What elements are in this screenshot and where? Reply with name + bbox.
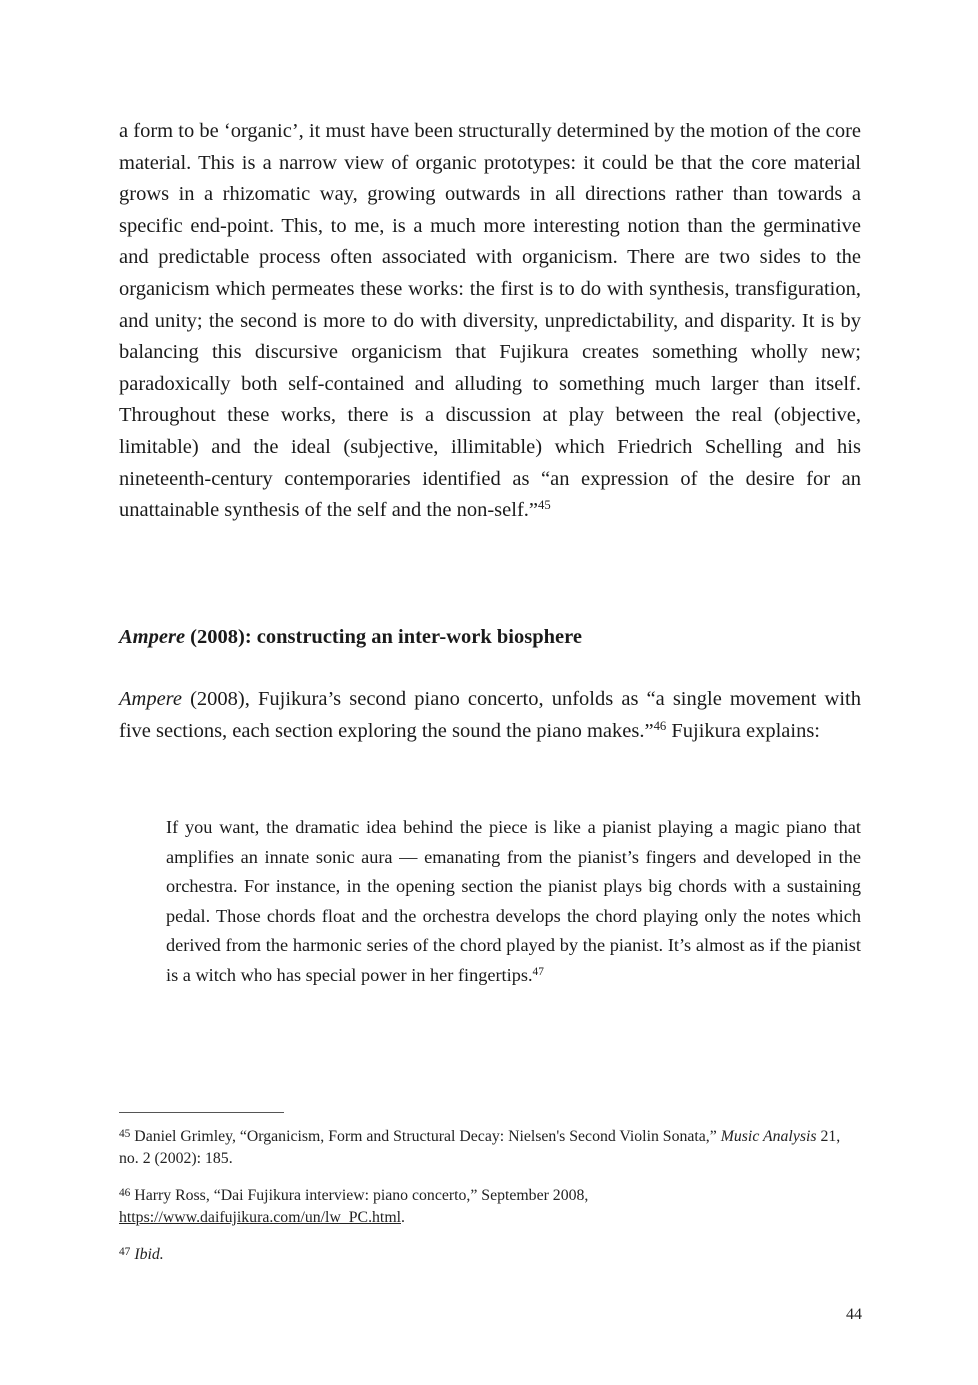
footnote: [119, 1126, 861, 1170]
footnote-text: Harry Ross, “Dai Fujikura interview: piano concerto,” September 2008,: [130, 1187, 589, 1204]
footnote-text: .: [401, 1209, 405, 1226]
footnote-number: 46: [119, 1187, 131, 1200]
footnote: [119, 1244, 861, 1266]
body-paragraph: [119, 684, 861, 747]
footnote-text: 21, no. 2 (2002): 185.: [119, 1128, 841, 1167]
heading-title-rest: (2008): constructing an inter-work biosphere: [185, 626, 582, 648]
journal-title: Music Analysis: [720, 1128, 817, 1145]
footnote-ref[interactable]: 46: [653, 718, 667, 733]
quote-text: If you want, the dramatic idea behind the piece is like a pianist playing a magic piano that amplifies an innate sonic aura — emanating from the pianist’s fingers and developed in the orchestra. For instance, in the opening section the pianist plays big chords with a sustaining pedal. Those chords float and the orchestra develops the chord playing only the notes which derived from the harmonic series of the chord played by the pianist. It’s almost as if the pianist is a witch who has special power in her fingertips.: [166, 817, 861, 985]
paragraph-text: a form to be ‘organic’, it must have been structurally determined by the motion of the core material. This is a narrow view of organic prototypes: it could be that the core material grows in a rhizomatic way, growing outwards in all directions rather than towards a specific end-point. This, to me, is a much more interesting notion than the germinative and predictable process often associated with organicism. There are two sides to the organicism which permeates these works: the first is to do with synthesis, transfiguration, and unity; the second is more to do with diversity, unpredictability, and disparity. It is by balancing this discursive organicism that Fujikura creates something wholly new; paradoxically both self-contained and alluding to something much larger than itself. Throughout these works, there is a discussion at play between the real (objective, limitable) and the ideal (subjective, illimitable) which Friedrich Schelling and his nineteenth-century contemporaries identified as “an expression of the desire for an unattainable synthesis of the self and the non-self.”: [119, 120, 861, 522]
block-quote: [166, 813, 861, 990]
footnote-number: 47: [119, 1246, 131, 1259]
footnote-number: 45: [119, 1128, 131, 1141]
footnote: [119, 1185, 861, 1229]
footnote-ref[interactable]: 45: [538, 498, 551, 513]
footnote-text: Ibid.: [134, 1246, 164, 1263]
footnote-divider: [119, 1112, 284, 1113]
paragraph-text: (2008), Fujikura’s second piano concerto, unfolds as “a single movement with five sections, each section exploring the sound the piano makes.”: [119, 688, 861, 742]
paragraph-text: Fujikura explains:: [666, 719, 820, 742]
footnote-link[interactable]: https://www.daifujikura.com/un/lw_PC.html: [119, 1209, 401, 1226]
heading-title-italic: Ampere: [119, 626, 186, 648]
work-title: Ampere: [119, 688, 182, 710]
footnote-ref[interactable]: 47: [532, 965, 544, 978]
section-heading: [119, 622, 861, 652]
footnote-text: Daniel Grimley, “Organicism, Form and Structural Decay: Nielsen's Second Violin Sonata,”: [130, 1128, 721, 1145]
body-paragraph: [119, 116, 861, 527]
page-number: 44: [846, 1306, 862, 1323]
